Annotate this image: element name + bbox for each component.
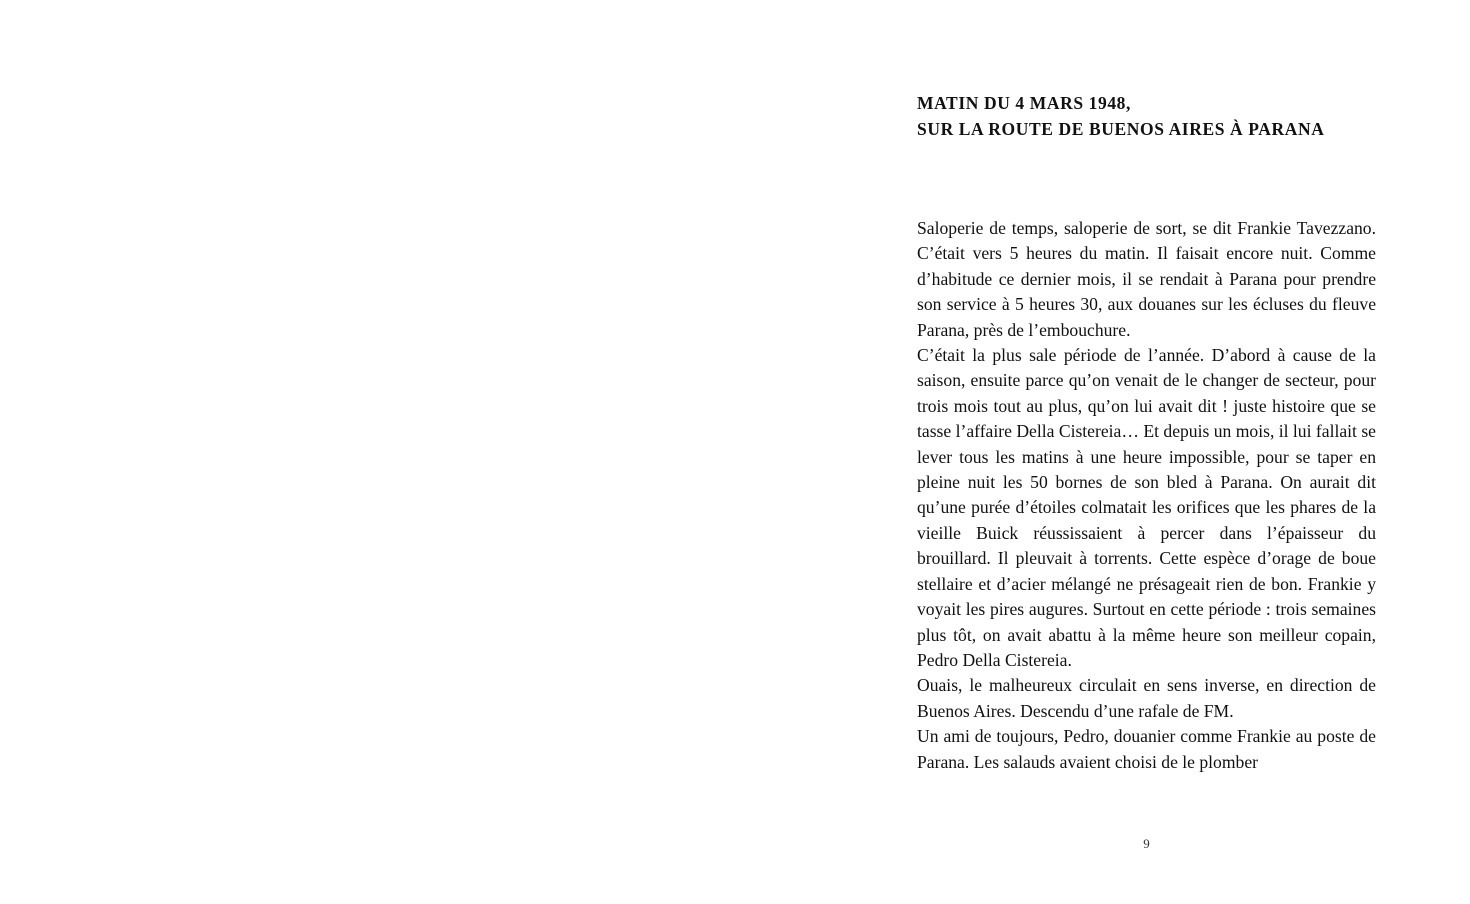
chapter-heading-line-1: MATIN DU 4 MARS 1948, [917, 93, 1132, 113]
paragraph-4: Un ami de toujours, Pedro, douanier comme Frankie au poste de Parana. Les salauds avaient choisi de le plomber [917, 726, 1376, 772]
paragraph-1: Saloperie de temps, saloperie de sort, se dit Frankie Tavezzano. C’était vers 5 heures du matin. Il faisait encore nuit. Comme d’habitude ce dernier mois, il se rendait à Parana pour prendre son service à 5 heures 30, aux douanes sur les écluses du fleuve Parana, près de l’embouchure. [917, 218, 1376, 340]
right-page [735, 0, 1470, 904]
paragraph-3: Ouais, le malheureux circulait en sens inverse, en direction de Buenos Aires. Descendu d’une rafale de FM. [917, 675, 1376, 721]
chapter-heading-line-2: SUR LA ROUTE DE BUENOS AIRES À PARANA [917, 119, 1325, 139]
body-text [917, 216, 1376, 775]
chapter-heading [917, 90, 1377, 142]
paragraph-2: C’était la plus sale période de l’année. D’abord à cause de la saison, ensuite parce qu’on venait de le changer de secteur, pour trois mois tout au plus, qu’on lui avait dit ! juste histoire que se tasse l’affaire Della Cistereia… Et depuis un mois, il lui fallait se lever tous les matins à une heure impossible, pour se taper en pleine nuit les 50 bornes de son bled à Parana. On aurait dit qu’une purée d’étoiles colmatait les orifices que les phares de la vieille Buick réussissaient à percer dans l’épaisseur du brouillard. Il pleuvait à torrents. Cette espèce d’orage de boue stellaire et d’acier mélangé ne présageait rien de bon. Frankie y voyait les pires augures. Surtout en cette période : trois semaines plus tôt, on avait abattu à la même heure son meilleur copain, Pedro Della Cistereia. [917, 345, 1376, 670]
page-number: 9 [1143, 836, 1150, 851]
